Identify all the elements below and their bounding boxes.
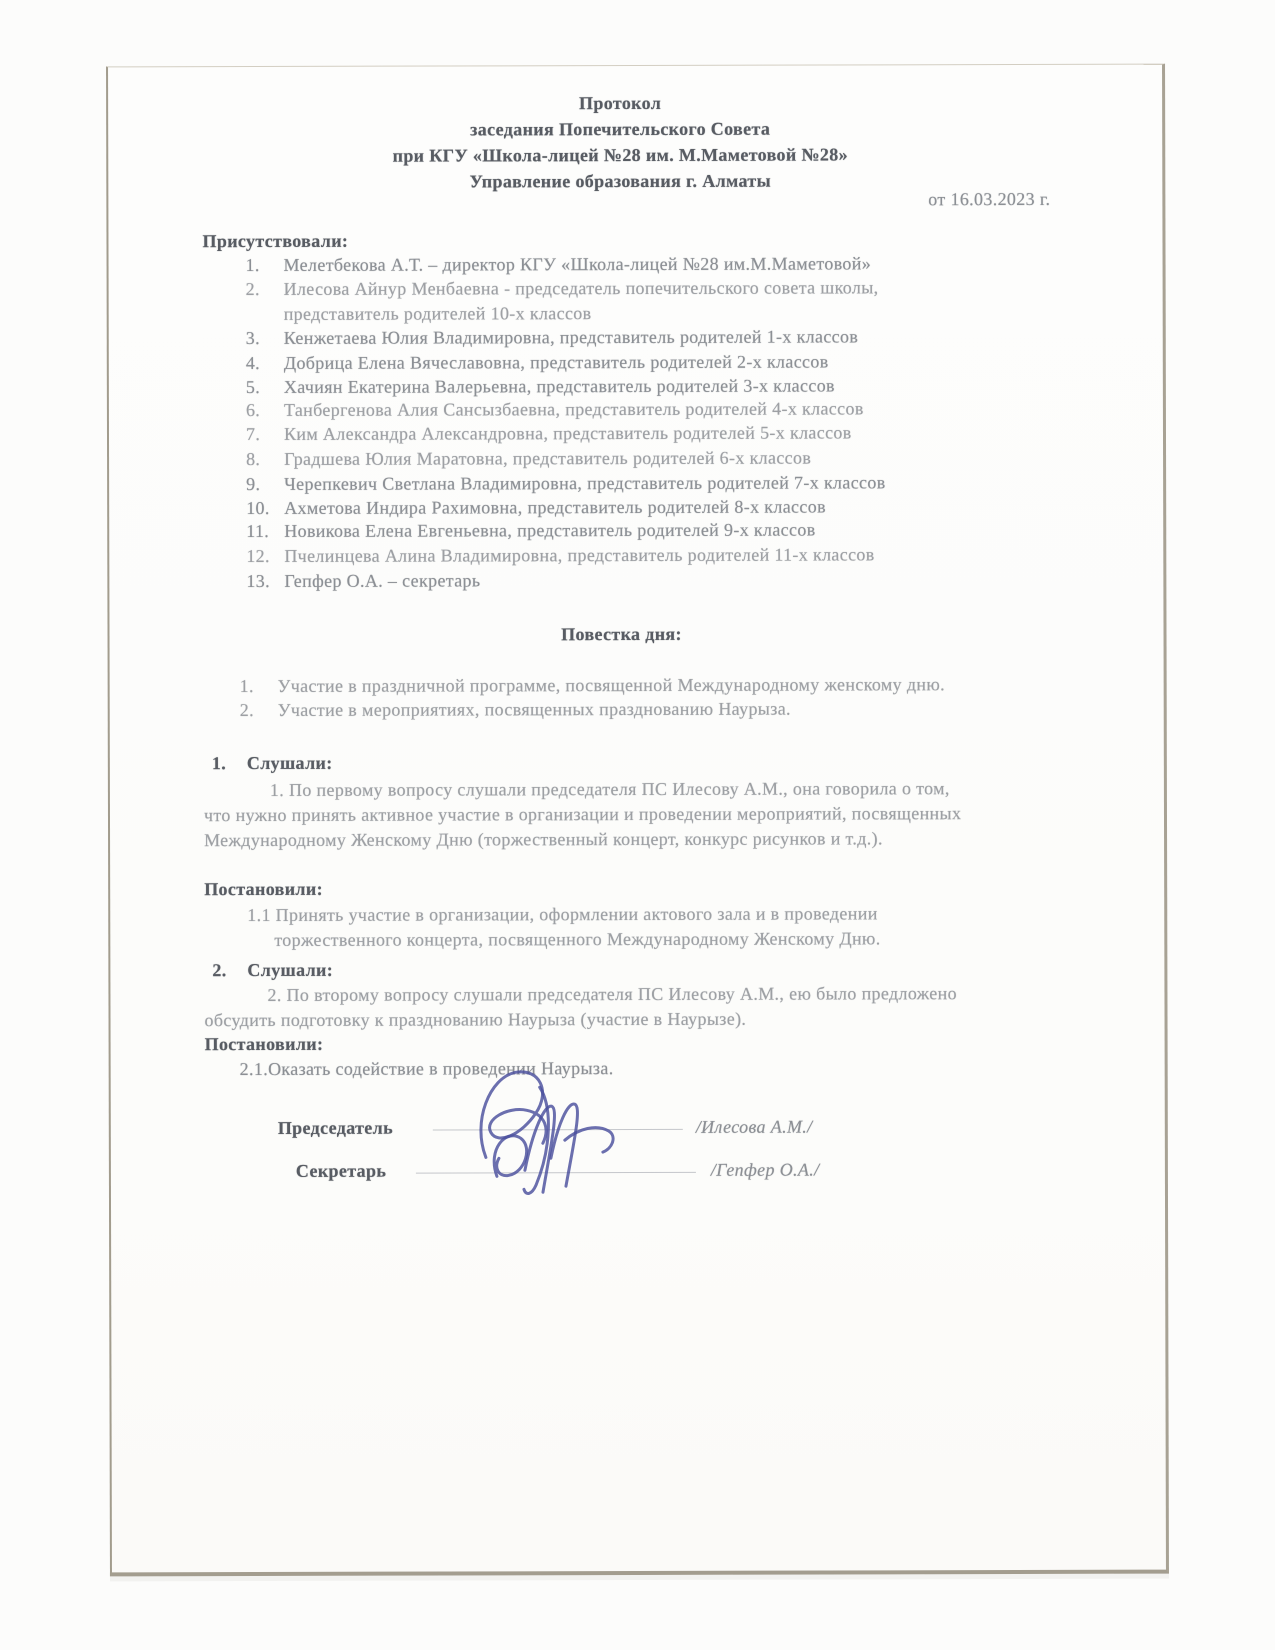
secretary-name: /Гепфер О.А./ [710,1159,820,1180]
title-line-1: Протокол [579,92,662,114]
attendee-text: Хачиян Екатерина Валерьевна, представитель родителей 3-х классов [283,375,835,397]
agenda-number: 2. [239,700,254,721]
title-line-2: заседания Попечительского Совета [470,118,771,140]
attendee-number: 3. [245,327,260,349]
chairman-role-label: Председатель [277,1117,393,1138]
attendee-number: 2. [245,278,260,300]
attendees-heading: Присутствовали: [202,230,349,252]
agenda-text: Участие в праздничной программе, посвященной Международному женскому дню. [277,674,945,696]
attendee-number: 1. [245,254,260,276]
title-line-4: Управление образования г. Алматы [469,170,772,192]
attendee-text: Гепфер О.А. – секретарь [284,570,481,591]
attendee-text: Танбергенова Алия Сансызбаевна, представитель родителей 4-х классов [283,398,864,420]
section2-resolution-line: 2.1.Оказать содействие в проведении Наурыза. [239,1058,614,1080]
attendee-number: 4. [245,352,261,374]
signature-line [416,1172,696,1174]
section1-resolution-line: торжественного концерта, посвященного Международному Женскому Дню. [274,928,881,950]
secretary-signature-row [111,1157,1165,1184]
agenda-text: Участие в мероприятиях, посвященных празднованию Наурыза. [277,698,791,720]
attendee-number: 7. [245,423,261,445]
attendee-number: 6. [245,399,261,421]
scanned-document-page [106,64,1169,1577]
attendee-text: Мелетбекова А.Т. – директор КГУ «Школа-лицей №28 им.М.Маметовой» [283,253,872,275]
section-label: Слушали: [247,959,334,981]
attendee-text: Градшева Юлия Маратовна, представитель родителей 6-х классов [284,447,812,469]
secretary-role-label: Секретарь [295,1160,387,1181]
attendee-number: 11. [246,520,270,542]
section2-paragraph-line: обсудить подготовку к празднованию Наурыза (участие в Наурызе). [204,1008,747,1031]
attendee-text: Ахметова Индира Рахимовна, представитель родителей 8-х классов [284,496,826,518]
attendee-text: представитель родителей 10-х классов [283,303,592,324]
attendee-text: Добрица Елена Вячеславовна, представитель родителей 2-х классов [283,351,829,373]
agenda-heading: Повестка дня: [561,623,682,645]
title-line-3: при КГУ «Школа-лицей №28 им. М.Маметовой №28» [392,144,848,166]
section1-resolution-heading: Постановили: [204,878,323,900]
section-number: 1. [211,753,227,774]
attendee-number: 5. [245,376,261,398]
attendee-number: 9. [246,473,261,495]
section-number: 2. [212,960,227,981]
section2-paragraph-line: 2. По второму вопросу слушали председателя ПС Илесову А.М., ею было предложено [267,983,957,1005]
section1-resolution-line: 1.1 Принять участие в организации, оформлении актового зала и в проведении [247,903,878,926]
chairman-signature-row [111,1114,1165,1141]
attendee-text: Черепкевич Светлана Владимировна, представитель родителей 7-х классов [284,472,886,494]
attendee-text: Илесова Айнур Менбаевна - председатель попечительского совета школы, [283,277,879,299]
signature-line [433,1129,683,1131]
agenda-number: 1. [239,676,254,697]
attendee-number: 12. [246,545,270,567]
section1-paragraph-line: 1. По первому вопросу слушали председателя ПС Илесову А.М., она говорила о том, [269,778,950,800]
section1-paragraph-line: что нужно принять активное участие в организации и проведении мероприятий, посвященных [203,803,962,826]
section-label: Слушали: [246,752,333,774]
section2-resolution-heading: Постановили: [204,1033,324,1055]
document-date: от 16.03.2023 г. [928,188,1051,210]
attendee-number: 8. [246,448,261,470]
attendee-text: Кенжетаева Юлия Владимировна, представитель родителей 1-х классов [283,326,859,348]
document-title [108,89,1132,196]
attendee-text: Пчелинцева Алина Владимировна, представитель родителей 11-х классов [284,544,875,566]
attendee-text: Новикова Елена Евгеньевна, представитель родителей 9-х классов [284,519,816,541]
chairman-name: /Илесова А.М./ [695,1116,813,1137]
attendee-text: Ким Александра Александровна, представитель родителей 5-х классов [283,422,852,444]
attendee-number: 13. [246,570,270,592]
attendee-number: 10. [246,497,270,519]
section1-paragraph-line: Международному Женскому Дню (торжественный концерт, конкурс рисунков и т.д.). [204,828,883,851]
